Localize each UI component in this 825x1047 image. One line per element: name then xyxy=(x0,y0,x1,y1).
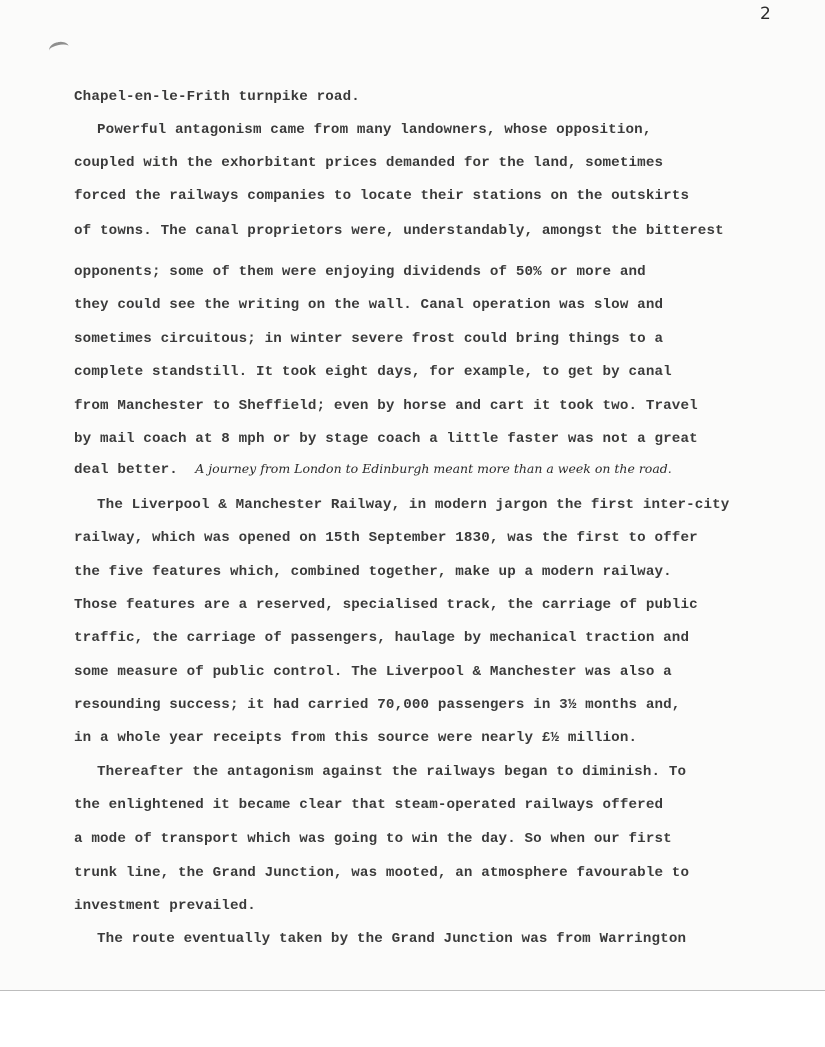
text-line: coupled with the exhorbitant prices demanded for the land, sometimes xyxy=(74,155,664,171)
page-number: 2 xyxy=(760,4,771,24)
text-line: by mail coach at 8 mph or by stage coach a little faster was not a great xyxy=(74,431,698,447)
text-line: complete standstill. It took eight days, for example, to get by canal xyxy=(74,364,672,380)
text-line: they could see the writing on the wall. Canal operation was slow and xyxy=(74,297,664,313)
text-line: in a whole year receipts from this source were nearly £½ million. xyxy=(74,730,638,746)
text-line: railway, which was opened on 15th September 1830, was the first to offer xyxy=(74,530,698,546)
text-line: a mode of transport which was going to win the day. So when our first xyxy=(74,831,672,847)
ink-smudge xyxy=(48,40,70,57)
text-line: forced the railways companies to locate their stations on the outskirts xyxy=(74,188,690,204)
text-line: the enlightened it became clear that steam-operated railways offered xyxy=(74,797,664,813)
text-line: The route eventually taken by the Grand Junction was from Warrington xyxy=(97,931,687,947)
text-line: of towns. The canal proprietors were, understandably, amongst the bitterest xyxy=(74,223,724,239)
text-line: the five features which, combined together, make up a modern railway. xyxy=(74,564,672,580)
text-line: opponents; some of them were enjoying dividends of 50% or more and xyxy=(74,264,646,280)
text-line: Thereafter the antagonism against the railways began to diminish. To xyxy=(97,764,687,780)
text-line: Powerful antagonism came from many landowners, whose opposition, xyxy=(97,122,652,138)
text-line-typed: deal better. xyxy=(74,462,178,478)
handwritten-note: A journey from London to Edinburgh meant more than a week on the road. xyxy=(195,461,672,476)
text-line: trunk line, the Grand Junction, was mooted, an atmosphere favourable to xyxy=(74,865,690,881)
text-line xyxy=(74,461,672,478)
text-line: resounding success; it had carried 70,000 passengers in 3½ months and, xyxy=(74,697,681,713)
text-line: The Liverpool & Manchester Railway, in modern jargon the first inter-city xyxy=(97,497,730,513)
text-line: Chapel-en-le-Frith turnpike road. xyxy=(74,89,360,105)
text-line: from Manchester to Sheffield; even by horse and cart it took two. Travel xyxy=(74,398,698,414)
text-line: investment prevailed. xyxy=(74,898,256,914)
text-line: sometimes circuitous; in winter severe frost could bring things to a xyxy=(74,331,664,347)
text-line: some measure of public control. The Liverpool & Manchester was also a xyxy=(74,664,672,680)
text-line: Those features are a reserved, specialised track, the carriage of public xyxy=(74,597,698,613)
text-line: traffic, the carriage of passengers, haulage by mechanical traction and xyxy=(74,630,690,646)
